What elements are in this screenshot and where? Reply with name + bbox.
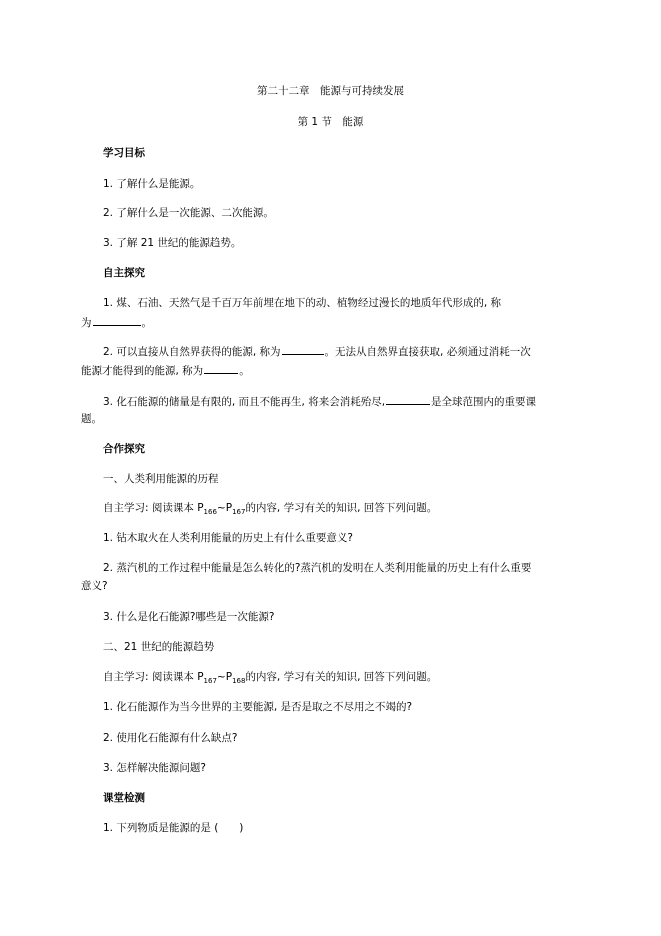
q2-line2-prefix: 能源才能得到的能源, 称为 bbox=[81, 365, 204, 377]
page-sub-start: 167 bbox=[203, 677, 217, 686]
self-study-q1-line2 bbox=[81, 315, 152, 330]
part2-q2: 2. 使用化石能源有什么缺点? bbox=[103, 732, 238, 744]
page-sub-start: 166 bbox=[203, 508, 217, 517]
self-study-q2-line2 bbox=[81, 363, 250, 378]
chapter-title: 第二十二章 能源与可持续发展 bbox=[257, 85, 404, 97]
q3-prefix: 3. 化石能源的储量是有限的, 而且不能再生, 将来会消耗殆尽, bbox=[103, 396, 386, 408]
part2-intro bbox=[103, 670, 437, 684]
classroom-test-heading: 课堂检测 bbox=[103, 792, 145, 804]
page-sub-end: 168 bbox=[232, 677, 246, 686]
q3-suffix: 是全球范围内的重要课 bbox=[431, 396, 537, 408]
q2-prefix: 2. 可以直接从自然界获得的能源, 称为 bbox=[103, 346, 281, 358]
answer-blank[interactable] bbox=[204, 363, 238, 374]
cooperative-heading: 合作探究 bbox=[103, 443, 145, 455]
part2-q3: 3. 怎样解决能源问题? bbox=[103, 762, 206, 774]
part2-title: 二、21 世纪的能源趋势 bbox=[103, 641, 215, 653]
intro-suffix: 的内容, 学习有关的知识, 回答下列问题。 bbox=[245, 502, 438, 514]
goal-item-1: 1. 了解什么是能源。 bbox=[103, 178, 201, 190]
classroom-test-q1: 1. 下列物质是能源的是 ( ) bbox=[103, 822, 244, 834]
q1-suffix: 。 bbox=[141, 317, 152, 329]
intro-prefix: 自主学习: 阅读课本 P bbox=[103, 502, 204, 514]
self-study-q3-line1 bbox=[103, 394, 536, 409]
answer-blank[interactable] bbox=[386, 394, 430, 405]
part1-q2-line2: 意义? bbox=[81, 580, 108, 592]
page-sub-end: 167 bbox=[232, 508, 246, 517]
part1-q1: 1. 钻木取火在人类利用能量的历史上有什么重要意义? bbox=[103, 532, 353, 544]
q2-suffix: 。无法从自然界直接获取, 必须通过消耗一次 bbox=[324, 346, 531, 358]
part1-intro bbox=[103, 501, 437, 515]
intro-range: ~P bbox=[216, 671, 233, 683]
part2-q1: 1. 化石能源作为当今世界的主要能源, 是否是取之不尽用之不竭的? bbox=[103, 701, 413, 713]
self-study-q1-line1: 1. 煤、石油、天然气是千百万年前埋在地下的动、植物经过漫长的地质年代形成的, 称 bbox=[103, 297, 502, 309]
intro-range: ~P bbox=[216, 502, 233, 514]
q1-prefix: 为 bbox=[81, 317, 92, 329]
q2-line2-suffix: 。 bbox=[239, 365, 250, 377]
part1-title: 一、人类利用能源的历程 bbox=[103, 473, 219, 485]
goal-item-2: 2. 了解什么是一次能源、二次能源。 bbox=[103, 207, 274, 219]
goal-item-3: 3. 了解 21 世纪的能源趋势。 bbox=[103, 237, 242, 249]
goals-heading: 学习目标 bbox=[103, 147, 145, 159]
self-study-q2-line1 bbox=[103, 344, 531, 359]
self-study-q3-line2: 题。 bbox=[81, 413, 102, 425]
part1-q3: 3. 什么是化石能源?哪些是一次能源? bbox=[103, 611, 275, 623]
answer-blank[interactable] bbox=[93, 315, 141, 326]
self-study-heading: 自主探究 bbox=[103, 267, 145, 279]
intro-suffix: 的内容, 学习有关的知识, 回答下列问题。 bbox=[245, 671, 438, 683]
intro-prefix: 自主学习: 阅读课本 P bbox=[103, 671, 204, 683]
answer-blank[interactable] bbox=[282, 344, 324, 355]
part1-q2-line1: 2. 蒸汽机的工作过程中能量是怎么转化的?蒸汽机的发明在人类利用能量的历史上有什么重要 bbox=[103, 562, 532, 574]
section-title: 第 1 节 能源 bbox=[297, 116, 364, 128]
